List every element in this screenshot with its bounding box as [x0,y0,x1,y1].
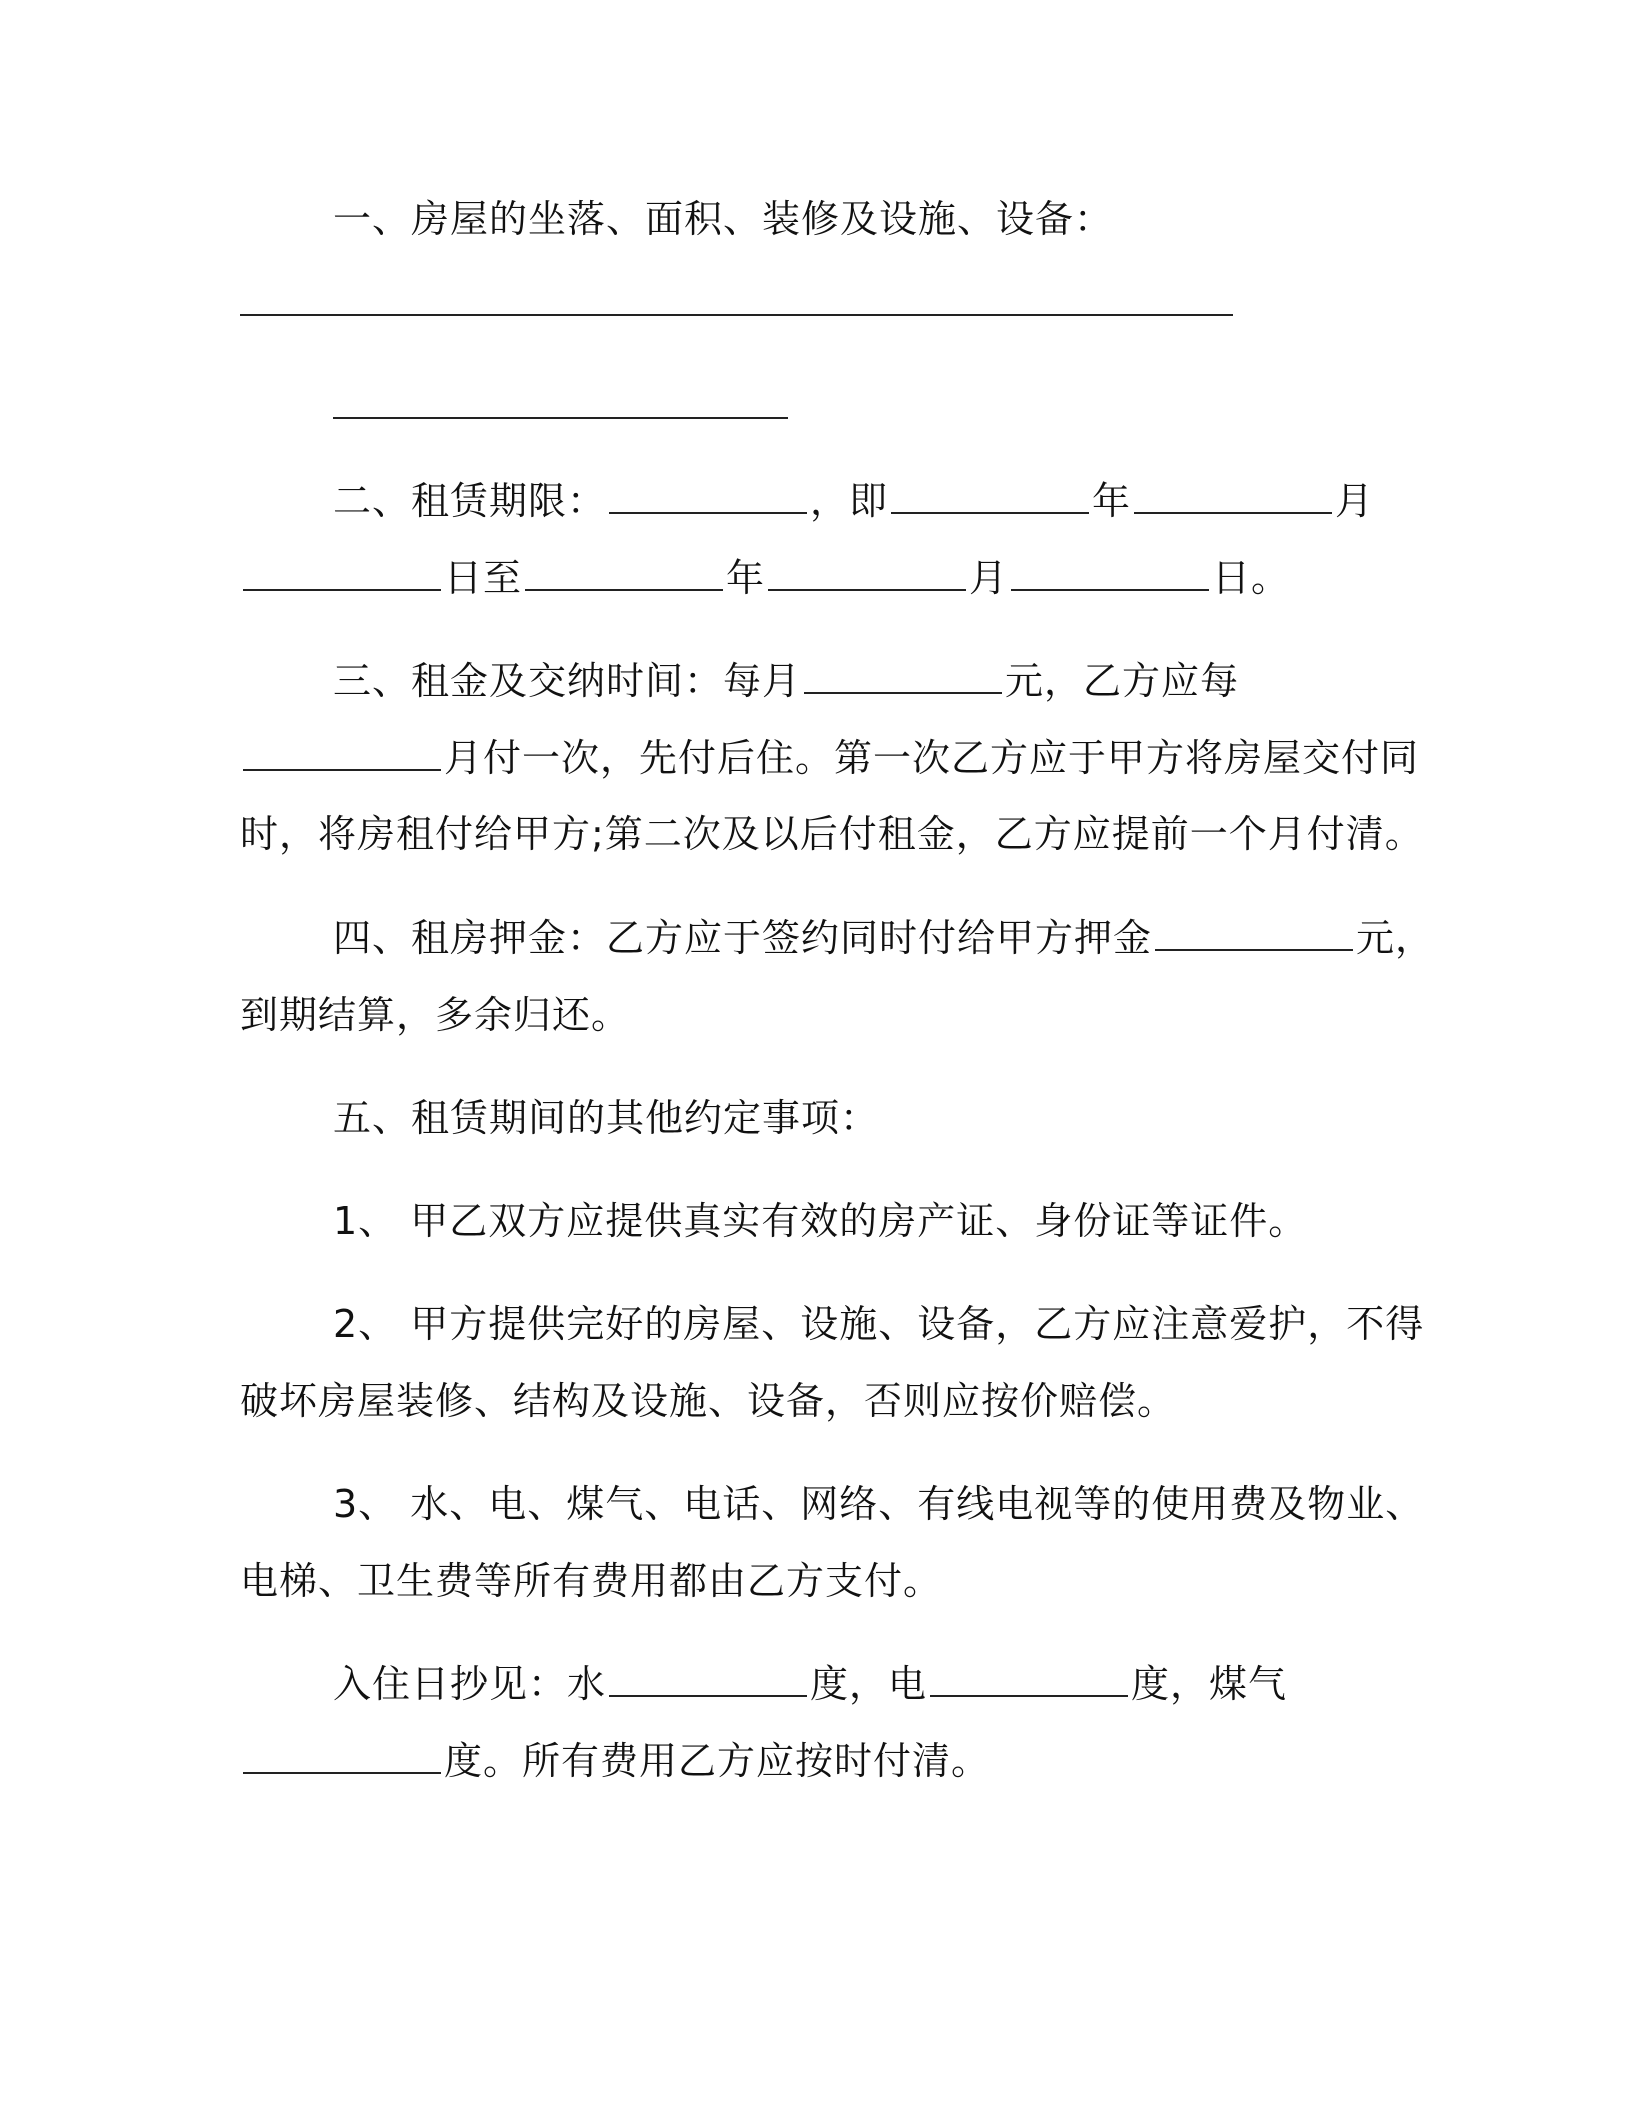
section-3-line-3: 时，将房租付给甲方;第二次及以后付租金，乙方应提前一个月付清。 [240,812,1424,856]
start-month-blank [1134,482,1332,514]
deposit-blank [1155,919,1353,951]
gas-reading-blank [243,1742,441,1774]
meter-line-2 [240,1735,990,1787]
start-day-blank [243,559,441,591]
rent-label: 三、租金及交纳时间：每月 [333,659,802,703]
pay-text: 月付一次，先付后住。第一次乙方应于甲方将房屋交付同 [444,736,1420,780]
year-text: 年 [1092,479,1132,523]
fill-in-line-short [333,417,788,419]
section-3-line-1 [333,655,1239,707]
fill-in-line-long [240,314,1233,316]
section-5-heading: 五、租赁期间的其他约定事项： [333,1096,880,1140]
day-to-text: 日至 [444,556,523,600]
du-meiqi-text: 度，煤气 [1131,1662,1288,1706]
end-month-blank [768,559,966,591]
meter-line-1 [333,1658,1287,1710]
section-2-line-1 [333,475,1374,527]
item-2-line-2: 破坏房屋装修、结构及设施、设备，否则应按价赔偿。 [240,1379,1177,1423]
section-3-line-2 [240,732,1419,784]
deposit-yuan-text: 元， [1356,916,1435,960]
day-end-text: 日。 [1212,556,1291,600]
item-2-line-1: 2、 甲方提供完好的房屋、设施、设备，乙方应注意爱护，不得 [333,1302,1425,1346]
section-4-line-1 [333,912,1434,964]
start-year-blank [891,482,1089,514]
rent-yuan-text: 元，乙方应每 [1005,659,1240,703]
lease-term-ji: ，即 [810,479,889,523]
item-3-line-2: 电梯、卫生费等所有费用都由乙方支付。 [240,1559,943,1603]
month-text: 月 [1335,479,1375,523]
section-1-heading: 一、房屋的坐落、面积、装修及设施、设备： [333,197,1114,241]
lease-term-blank [609,482,807,514]
end-day-blank [1011,559,1209,591]
du-dian-text: 度，电 [810,1662,928,1706]
deposit-label: 四、租房押金：乙方应于签约同时付给甲方押金 [333,916,1153,960]
lease-term-label: 二、租赁期限： [333,479,607,523]
year-text: 年 [726,556,766,600]
water-reading-blank [609,1665,807,1697]
pay-interval-blank [243,739,441,771]
monthly-rent-blank [804,662,1002,694]
meter-closing-text: 度。所有费用乙方应按时付清。 [444,1739,991,1783]
item-1: 1、 甲乙双方应提供真实有效的房产证、身份证等证件。 [333,1199,1308,1243]
electric-reading-blank [930,1665,1128,1697]
item-3-line-1: 3、 水、电、煤气、电话、网络、有线电视等的使用费及物业、 [333,1482,1425,1526]
end-year-blank [525,559,723,591]
month-text: 月 [969,556,1009,600]
meter-label: 入住日抄见：水 [333,1662,607,1706]
section-2-line-2 [240,552,1290,604]
section-4-line-2: 到期结算，多余归还。 [240,993,631,1037]
